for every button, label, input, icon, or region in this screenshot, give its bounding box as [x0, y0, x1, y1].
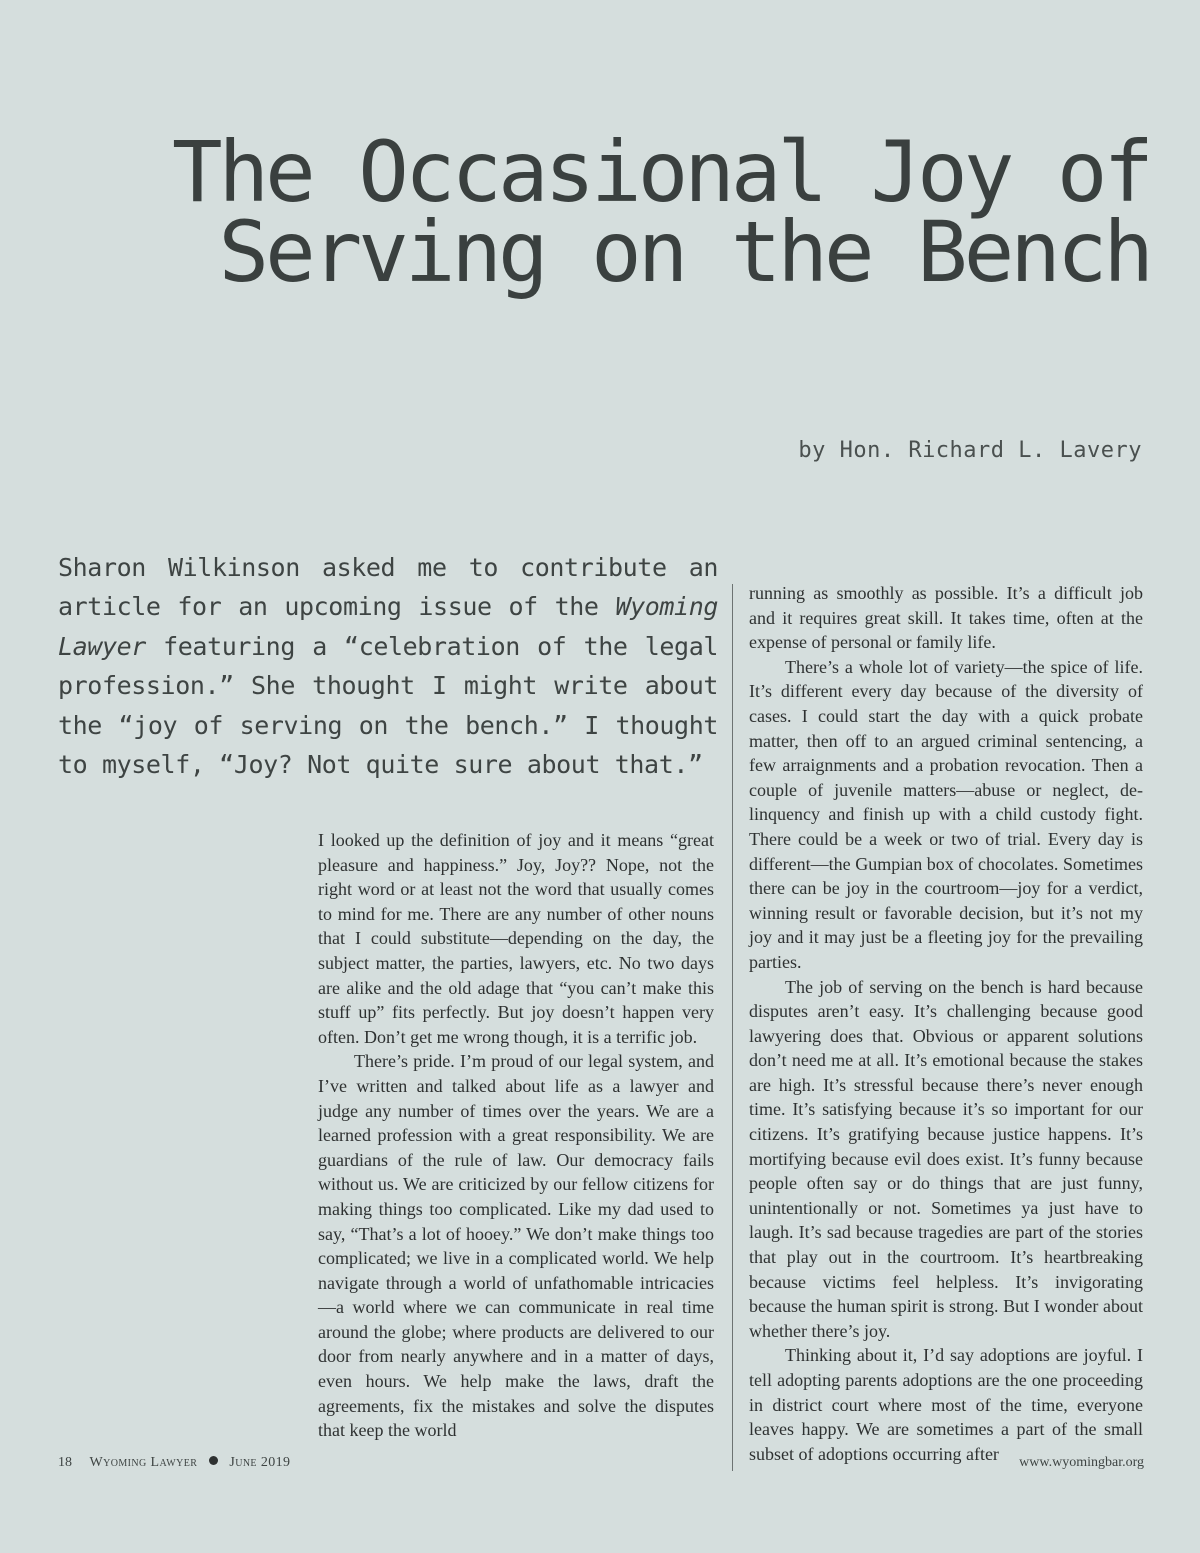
footer-folio — [58, 1455, 290, 1471]
issue-date: June 2019 — [229, 1455, 291, 1470]
body-column-right — [749, 581, 1143, 1466]
body-paragraph: The job of serving on the bench is hard because disputes aren’t easy. It’s challenging because good lawyering does that. Obvious or apparent solutions don’t need me at all. It’s emotional because the stakes are high. It’s stressful because there’s never enough time. It’s satisfying because it’s so important for our citizens. It’s gratifying because justice happens. It’s mortifying because evil does exist. It’s funny because people often say or do things that are just funny, unintentionally or not. Sometimes ya just have to laugh. It’s sad because tragedies are part of the stories that play out in the courtroom. It’s heartbreaking because victims feel helpless. It’s invigorating because the human spirit is strong. But I wonder about whether there’s joy. — [749, 976, 1143, 1341]
title-line-1: The Occasional Joy of — [171, 123, 1150, 221]
body-paragraph: I looked up the definition of joy and it means “great pleasure and happiness.” Joy, Joy?? Nope, not the right word or at least not the word that usually comes to mind for me. There are any number of other nouns that I could substitute—depending on the day, the subject matter, the parties, lawyers, etc. No two days are alike and the old adage that “you can’t make this stuff up” fits perfectly. But joy doesn’t happen very often. Don’t get me wrong though, it is a terrific job. — [318, 830, 714, 1047]
page-number: 18 — [58, 1455, 72, 1470]
website-url: www.wyomingbar.org — [1019, 1455, 1144, 1470]
bullet-separator — [209, 1456, 218, 1465]
article-title — [60, 123, 1150, 301]
intro-text-end: featuring a “celebration of the legal profession.” She thought I might write about the “joy of serving on the bench.” I thought to myself, “Joy? Not quite sure about that.” — [58, 631, 718, 780]
intro-pull-paragraph — [58, 548, 718, 784]
body-paragraph: Thinking about it, I’d say adoptions are joyful. I tell adopting parents adoptions are the one proceeding in district court where most of the time, everyone leaves happy. We are sometimes a part of the small subset of adoptions occurring after — [749, 1345, 1143, 1464]
author-byline: by Hon. Richard L. Lavery — [798, 438, 1142, 463]
intro-publication-name: Wyoming Lawyer — [58, 592, 718, 661]
body-paragraph: running as smoothly as possible. It’s a difficult job and it requires great skill. It takes time, often at the expense of personal or family life. — [749, 583, 1143, 653]
title-line-2: Serving on the Bench — [218, 203, 1150, 301]
body-column-left — [318, 828, 714, 1443]
column-divider — [732, 584, 733, 1471]
body-paragraph: There’s pride. I’m proud of our legal system, and I’ve written and talked about life as a lawyer and judge any number of times over the years. We are a learned profession with a great responsibility. We are guardians of the rule of law. Our democracy fails without us. We are criticized by our fellow citizens for making things too complicated. Like my dad used to say, “That’s a lot of hooey.” We don’t make things too complicated; we live in a complicated world. We help navigate through a world of unfathomable intricacies—a world where we can communicate in real time around the globe; where products are delivered to our door from nearly anywhere and in a matter of days, even hours. We help make the laws, draft the agreements, fix the mistakes and solve the disputes that keep the world — [318, 1051, 714, 1441]
body-paragraph: There’s a whole lot of variety—the spice of life. It’s different every day because of the diversity of cases. I could start the day with a quick probate matter, then off to an argued criminal sentencing, a few arraignments and a probation revocation. Then a couple of juvenile matters—abuse or neglect, delinquency and finish up with a child custody fight. There could be a week or two of trial. Every day is different—the Gumpian box of chocolates. Sometimes there can be joy in the courtroom—joy for a verdict, winning result or favorable decision, but it’s not my joy and it may just be a fleeting joy for the prevailing parties. — [749, 656, 1143, 972]
intro-text-start: Sharon Wilkinson asked me to contribute an article for an upcoming issue of the — [58, 553, 718, 622]
publication-name: Wyoming Lawyer — [89, 1455, 198, 1470]
